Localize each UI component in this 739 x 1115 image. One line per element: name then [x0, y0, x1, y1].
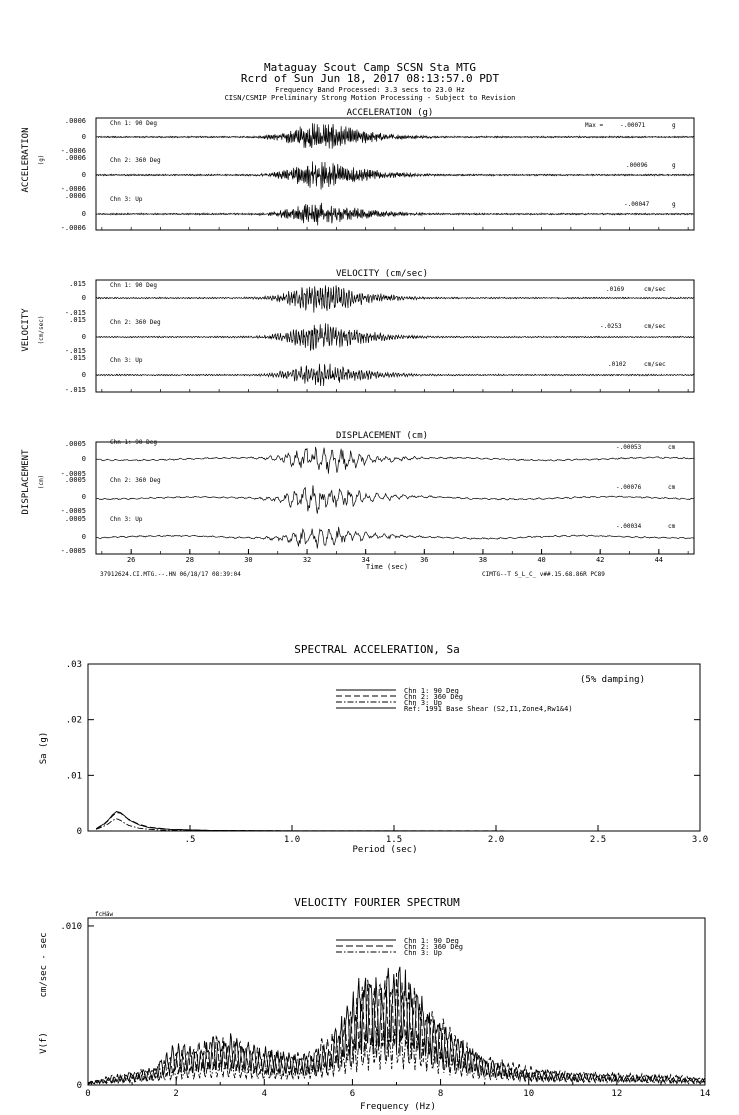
disp-ch1-label: Chn 1: 90 Deg	[110, 439, 157, 446]
disp-ch2-ymid: 0	[81, 493, 86, 501]
displacement-title: DISPLACEMENT (cm)	[335, 431, 429, 441]
fs-xtick-label: 2	[173, 1089, 179, 1099]
acc-ch2-ytop: .0006	[64, 154, 86, 162]
sa-frame	[88, 664, 700, 831]
acc-ch1-ymid: 0	[81, 133, 86, 141]
sa-ytick-label: .01	[65, 771, 82, 782]
frequency-band: Frequency Band Processed: 3.3 secs to 23.0 Hz	[275, 86, 465, 94]
fs-xtick-label: 8	[437, 1089, 444, 1099]
fs-xtick-label: 14	[699, 1089, 711, 1099]
fs-xtick-label: 12	[611, 1089, 623, 1099]
disp-ch3-max: -.00034	[616, 523, 642, 530]
disp-ch1-ybot: -.0005	[60, 470, 86, 478]
sa-xlabel: Period (sec)	[352, 845, 418, 855]
vel-ch3-ybot: -.015	[64, 386, 86, 394]
disp-ch3-trace	[96, 527, 694, 549]
vel-ch1-ybot: -.015	[64, 309, 86, 317]
time-tick-label: 36	[420, 556, 429, 564]
sa-axis-ticks	[66, 660, 708, 845]
acc-ch1-ybot: -.0006	[60, 147, 86, 155]
disp-ch2-ybot: -.0005	[60, 507, 86, 515]
sa-xtick-label: 1.0	[283, 835, 301, 845]
disp-ch3-ymid: 0	[81, 533, 86, 541]
acc-ch3-ytop: .0006	[64, 192, 86, 200]
fs-legend	[336, 937, 463, 957]
processing-note: CISN/CSMIP Preliminary Strong Motion Processing - Subject to Revision	[224, 94, 516, 102]
sa-xtick-label: 3.0	[691, 835, 709, 845]
fs-xlabel: Frequency (Hz)	[360, 1102, 436, 1112]
sa-xtick-label: 2.0	[487, 835, 505, 845]
velocity-ylabel: VELOCITY	[21, 308, 31, 352]
sa-legend-label: Chn 3: Up	[404, 699, 442, 707]
acc-ch1-ytop: .0006	[64, 117, 86, 125]
disp-ch2-max: -.00076	[616, 484, 642, 491]
time-tick-label: 38	[478, 556, 488, 564]
vel-ch2-max: -.0253	[600, 323, 622, 330]
sa-ytick-label: .02	[65, 715, 82, 726]
time-tick-label: 28	[185, 556, 195, 564]
vel-ch1-trace	[96, 285, 694, 312]
station-title: Mataguay Scout Camp SCSN Sta MTG	[264, 61, 476, 74]
vel-ch3-max: .0102	[608, 361, 627, 368]
disp-ch1-max: -.00053	[616, 444, 642, 451]
acc-ch2-trace	[96, 161, 694, 189]
fs-corner-label: fcHäw	[95, 911, 114, 918]
velocity-title: VELOCITY (cm/sec)	[335, 269, 429, 279]
acceleration-ylabel: ACCELERATION	[21, 127, 31, 193]
sa-ytick-label: 0	[76, 827, 82, 837]
acc-ch3-unit: g	[672, 201, 676, 208]
sa-ytick-label: .03	[65, 660, 82, 670]
acc-ch3-ymid: 0	[81, 210, 86, 218]
sa-xtick-label: 1.5	[385, 835, 403, 845]
vel-ch1-ytop: .015	[69, 280, 86, 288]
acc-ch1-trace	[96, 123, 694, 149]
fourier-spectrum-panel	[39, 896, 710, 1112]
processing-version-footer: CIMTG--T S_L_C_ v##.15.68.86R PC89	[482, 571, 605, 578]
sa-xtick-label: .5	[184, 835, 196, 845]
acceleration-panel	[21, 108, 694, 232]
vel-ch1-unit: cm/sec	[644, 286, 666, 293]
record-datetime: Rcrd of Sun Jun 18, 2017 08:13:57.0 PDT	[240, 72, 500, 85]
sa-series-line	[96, 812, 700, 831]
acceleration-unit: (g)	[38, 154, 45, 166]
vel-ch3-label: Chn 3: Up	[110, 357, 143, 364]
vel-ch3-ytop: .015	[69, 354, 86, 362]
fs-ylabel-bottom: V(f)	[39, 1032, 49, 1054]
event-id-footer: 37912624.CI.MTG.--.HN 06/18/17 08:39:04	[100, 571, 241, 578]
acc-ch2-label: Chn 2: 360 Deg	[110, 157, 161, 164]
disp-ch1-unit: cm	[668, 444, 676, 451]
time-tick-label: 44	[654, 556, 664, 564]
fs-xtick-label: 4	[261, 1089, 267, 1099]
disp-ch1-ymid: 0	[81, 455, 86, 463]
sa-series-line	[96, 819, 700, 831]
sa-ylabel: Sa (g)	[39, 731, 49, 765]
sa-legend-label: Chn 1: 90 Deg	[404, 687, 459, 695]
vel-ch1-label: Chn 1: 90 Deg	[110, 282, 157, 289]
vel-ch2-ymid: 0	[81, 333, 86, 341]
acc-max-prefix: Max =	[585, 122, 604, 129]
vel-ch1-max: .0169	[606, 286, 625, 293]
time-tick-label: 40	[537, 556, 546, 564]
acc-ch2-ymid: 0	[81, 171, 86, 179]
fs-ytick-label: 0	[76, 1081, 82, 1091]
sa-xtick-label: 2.5	[589, 835, 607, 845]
time-tick-label: 26	[126, 556, 136, 564]
fs-series	[88, 967, 705, 1084]
disp-ch3-ytop: .0005	[64, 515, 86, 523]
disp-ch1-trace	[96, 447, 694, 474]
fs-legend-label: Chn 1: 90 Deg	[404, 937, 459, 945]
fs-xtick-label: 6	[349, 1089, 356, 1099]
vel-ch3-unit: cm/sec	[644, 361, 666, 368]
fs-xtick-label: 0	[85, 1089, 91, 1099]
disp-ch2-ytop: .0005	[64, 476, 86, 484]
sa-legend-label: Chn 2: 360 Deg	[404, 693, 464, 701]
spectral-acceleration-panel	[39, 643, 708, 855]
time-tick-label: 30	[244, 556, 253, 564]
acc-ch1-label: Chn 1: 90 Deg	[110, 120, 157, 127]
acc-ch2-ybot: -.0006	[60, 185, 86, 193]
fs-ylabel-top: cm/sec - sec	[39, 932, 49, 998]
fs-legend-label: Chn 3: Up	[404, 949, 442, 957]
disp-ch3-unit: cm	[668, 523, 676, 530]
disp-ch3-label: Chn 3: Up	[110, 516, 143, 523]
vel-ch2-ybot: -.015	[64, 347, 86, 355]
acc-ch1-unit: g	[672, 122, 676, 129]
fs-title: VELOCITY FOURIER SPECTRUM	[294, 896, 460, 909]
sa-damping-note: (5% damping)	[580, 675, 646, 685]
acc-ch3-max: -.00047	[624, 201, 650, 208]
velocity-unit: (cm/sec)	[38, 315, 45, 345]
vel-ch2-ytop: .015	[69, 316, 86, 324]
disp-ch3-ybot: -.0005	[60, 547, 86, 555]
time-tick-label: 34	[361, 556, 370, 564]
sa-title: SPECTRAL ACCELERATION, Sa	[294, 643, 460, 656]
fs-axis-ticks	[60, 922, 710, 1099]
sa-legend	[336, 687, 573, 713]
acc-ch3-label: Chn 3: Up	[110, 196, 143, 203]
acceleration-title: ACCELERATION (g)	[346, 108, 434, 118]
acc-ch3-trace	[96, 203, 694, 226]
displacement-unit: (cm)	[38, 474, 45, 490]
vel-ch2-label: Chn 2: 360 Deg	[110, 319, 161, 326]
disp-ch2-unit: cm	[668, 484, 676, 491]
time-tick-label: 42	[595, 556, 605, 564]
disp-ch1-ytop: .0005	[64, 440, 86, 448]
acc-ch2-max: .00096	[626, 162, 648, 169]
sa-legend-label: Ref: 1991 Base Shear (S2,I1,Zone4,Rw1&4)	[404, 705, 573, 713]
fs-ytick-label: .010	[60, 921, 82, 932]
fs-legend-label: Chn 2: 360 Deg	[404, 943, 464, 951]
acc-ch1-max: -.00071	[620, 122, 646, 129]
disp-ch2-trace	[96, 485, 694, 514]
vel-ch1-ymid: 0	[81, 294, 86, 302]
vel-ch3-trace	[96, 364, 694, 386]
fs-xtick-label: 10	[523, 1089, 535, 1099]
sa-series-line	[96, 813, 700, 831]
displacement-ylabel: DISPLACEMENT	[21, 449, 31, 515]
disp-ch2-label: Chn 2: 360 Deg	[110, 477, 161, 484]
acc-ch2-unit: g	[672, 162, 676, 169]
vel-ch2-unit: cm/sec	[644, 323, 666, 330]
time-tick-label: 32	[302, 556, 312, 564]
vel-ch3-ymid: 0	[81, 371, 86, 379]
time-axis-label: Time (sec)	[365, 563, 409, 571]
velocity-panel	[21, 269, 694, 394]
acc-ch3-ybot: -.0006	[60, 224, 86, 232]
sa-series	[96, 812, 700, 831]
